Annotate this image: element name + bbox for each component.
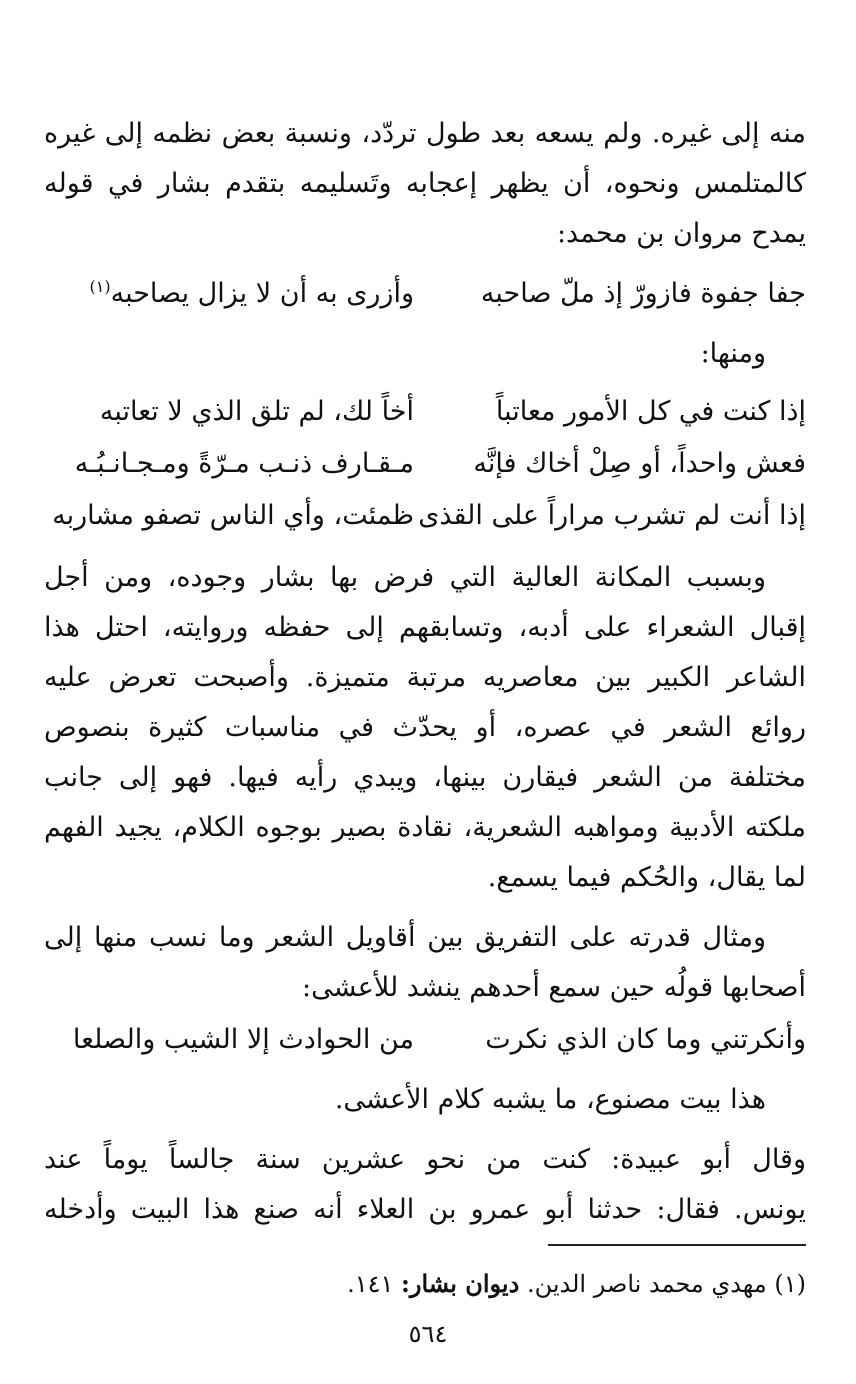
- verse-comment: هذا بيت مصنوع، ما يشبه كلام الأعشى.: [334, 1084, 766, 1115]
- footnote-divider: [548, 1244, 806, 1246]
- paragraph-line: روائع الشعر في عصره، أو يحدّث في مناسبات كثيرة بنصوص: [44, 712, 806, 743]
- verse-first-hemistich: وأنكرتني وما كان الذي نكرت: [485, 1024, 806, 1055]
- verse-second-hemistich: مـقـارف ذنـب مـرّةً ومـجـانـبُـه: [74, 448, 414, 479]
- footnote: [44, 1266, 806, 1302]
- verse-first-hemistich: إذا أنت لم تشرب مراراً على القذى: [418, 500, 806, 531]
- verse-line: [44, 442, 806, 486]
- paragraph-line: لما يقال، والحُكم فيما يسمع.: [487, 862, 806, 893]
- paragraph-line: ملكته الأدبية ومواهبه الشعرية، نقادة بصير بوجوه الكلام، يجيد الفهم: [44, 812, 806, 843]
- paragraph-line: وبسبب المكانة العالية التي فرض بها بشار وجوده، ومن أجل: [44, 562, 766, 593]
- page-number: ٥٦٤: [408, 1320, 448, 1348]
- verse-first-hemistich: فعش واحداً، أو صِلْ أخاك فإنَّه: [473, 448, 806, 479]
- verse-first-hemistich: جفا جفوة فازورّ إذ ملّ صاحبه: [480, 278, 806, 309]
- verse-first-hemistich: إذا كنت في كل الأمور معاتباً: [495, 396, 806, 427]
- paragraph-line: ومثال قدرته على التفريق بين أقاويل الشعر وما نسب منها إلى: [44, 922, 766, 953]
- footnote-marker: (١): [89, 277, 111, 296]
- verse-line: [44, 272, 806, 316]
- paragraph-line: وقال أبو عبيدة: كنت من نحو عشرين سنة جالساً يوماً عند: [44, 1144, 806, 1175]
- verse-second-hemistich: ظمئت، وأي الناس تصفو مشاربه: [52, 500, 414, 531]
- verse-second-hemistich: أخاً لك، لم تلق الذي لا تعاتبه: [99, 396, 414, 427]
- verse-line: [44, 390, 806, 434]
- paragraph-line: الشاعر الكبير بين معاصريه مرتبة متميزة. وأصبحت تعرض عليه: [44, 662, 806, 693]
- verse-line: [44, 494, 806, 538]
- paragraph-line: أصحابها قولُه حين سمع أحدهم ينشد للأعشى:: [302, 972, 806, 1003]
- paragraph-line: يونس. فقال: حدثنا أبو عمرو بن العلاء أنه صنع هذا البيت وأدخله: [44, 1194, 806, 1225]
- footnote-author: مهدي محمد ناصر الدين.: [526, 1270, 767, 1298]
- verse-second-hemistich: [44, 272, 414, 316]
- verse-second-hemistich-text: وأزرى به أن لا يزال يصاحبه: [110, 278, 414, 309]
- footnote-page: ١٤١.: [347, 1270, 394, 1298]
- verse-second-hemistich: من الحوادث إلا الشيب والصلعا: [72, 1024, 414, 1055]
- paragraph-line: يمدح مروان بن محمد:: [556, 218, 806, 249]
- footnote-number: (١): [774, 1270, 806, 1298]
- paragraph-line: منه إلى غيره. ولم يسعه بعد طول تردّد، ونسبة بعض نظمه إلى غيره: [44, 118, 806, 149]
- paragraph-line: إقبال الشعراء على أدبه، وتسابقهم إلى حفظه وروايته، احتل هذا: [44, 612, 806, 643]
- paragraph-line: كالمتلمس ونحوه، أن يظهر إعجابه وتَسليمه بتقدم بشار في قوله: [44, 168, 806, 199]
- footnote-title: ديوان بشار:: [401, 1269, 520, 1298]
- verse-line: [44, 1018, 806, 1062]
- verse-intro: ومنها:: [700, 338, 766, 369]
- paragraph-line: مختلفة من الشعر فيقارن بينها، ويبدي رأيه فيها. فهو إلى جانب: [44, 762, 806, 793]
- main-text: [44, 0, 806, 1240]
